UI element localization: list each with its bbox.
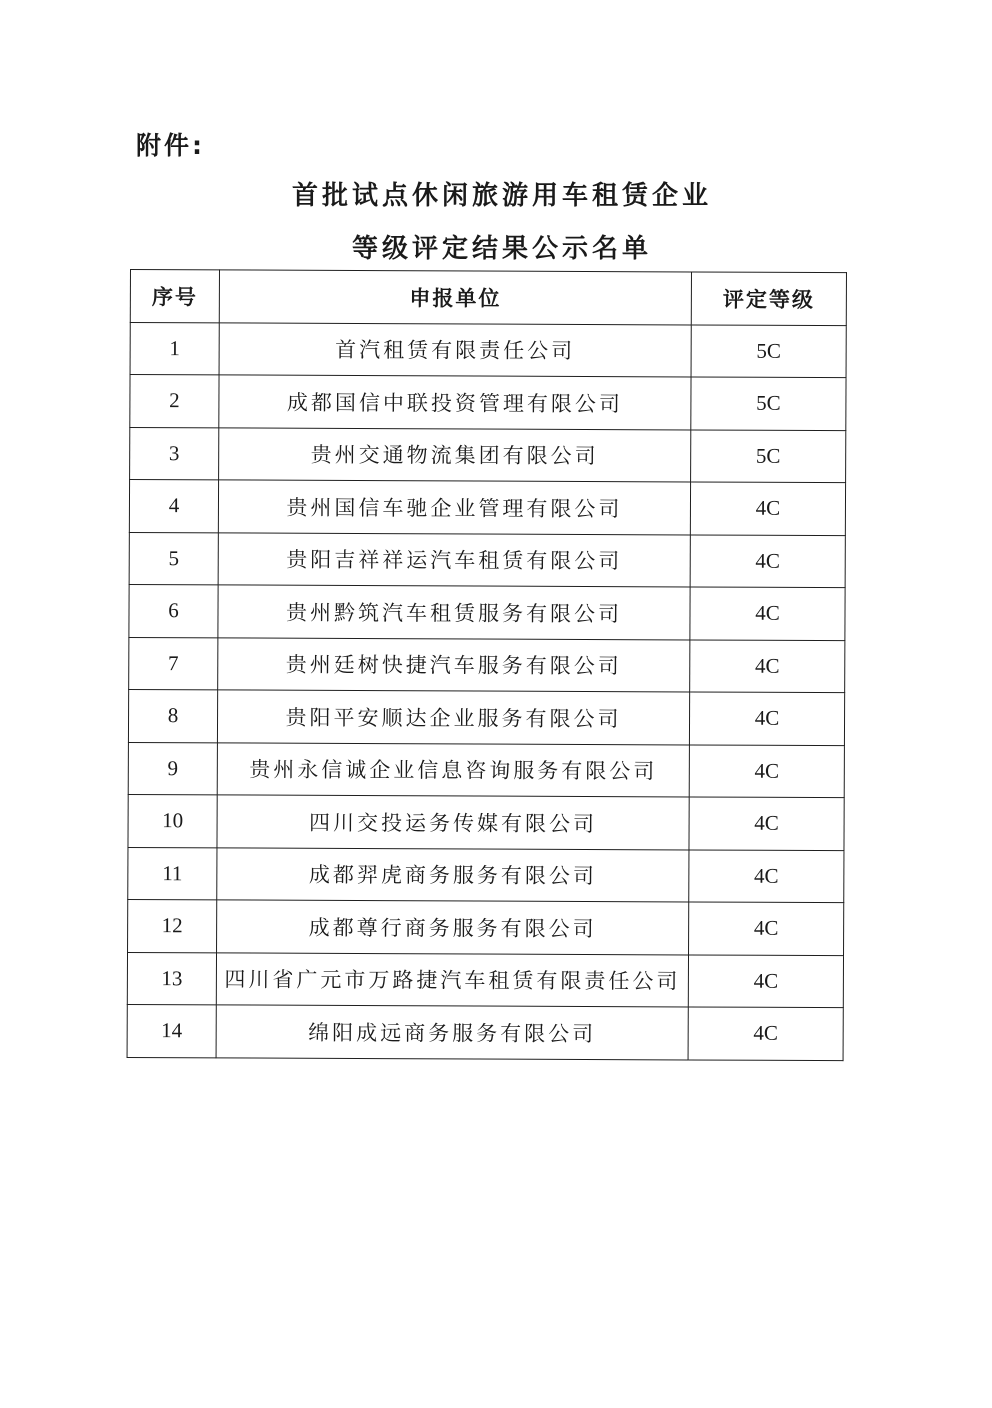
row-unit: 贵州黔筑汽车租赁服务有限公司 (218, 585, 690, 640)
row-seq: 10 (128, 794, 217, 847)
table-row (130, 427, 846, 483)
row-grade: 4C (689, 902, 844, 955)
row-seq: 4 (129, 480, 218, 533)
table-row (128, 742, 844, 798)
row-grade: 4C (690, 587, 845, 640)
row-grade: 4C (688, 954, 843, 1007)
row-unit: 贵州廷树快捷汽车服务有限公司 (218, 637, 690, 692)
row-unit: 四川交投运务传媒有限公司 (217, 795, 689, 850)
row-grade: 4C (689, 744, 844, 797)
row-seq: 3 (130, 427, 219, 480)
table-row (128, 899, 844, 955)
attachment-label: 附件: (136, 131, 205, 160)
header-unit: 申报单位 (219, 270, 691, 325)
row-unit: 成都国信中联投资管理有限公司 (219, 375, 691, 430)
table-row (128, 794, 844, 850)
row-unit: 首汽租赁有限责任公司 (219, 322, 691, 377)
row-seq: 12 (128, 899, 217, 952)
document-title-line-1: 首批试点休闲旅游用车租赁企业 (291, 181, 712, 211)
table-row (129, 584, 845, 640)
table-row (129, 532, 845, 588)
table-row (129, 480, 845, 536)
table-row (130, 375, 846, 431)
row-grade: 4C (689, 797, 844, 850)
row-grade: 4C (689, 849, 844, 902)
header-grade: 评定等级 (691, 272, 846, 325)
table-row (127, 952, 843, 1008)
row-unit: 贵州国信车驰企业管理有限公司 (218, 480, 690, 535)
table-row (127, 1004, 843, 1060)
row-seq: 9 (128, 742, 217, 795)
row-seq: 8 (128, 689, 217, 742)
row-unit: 贵州交通物流集团有限公司 (219, 427, 691, 482)
row-unit: 成都尊行商务服务有限公司 (217, 900, 689, 955)
row-grade: 5C (691, 324, 846, 377)
row-grade: 4C (690, 639, 845, 692)
row-seq: 11 (128, 847, 217, 900)
row-seq: 7 (129, 637, 218, 690)
document-title-line-2: 等级评定结果公示名单 (351, 234, 652, 264)
row-seq: 2 (130, 375, 219, 428)
row-seq: 1 (130, 322, 219, 375)
row-grade: 4C (690, 534, 845, 587)
row-unit: 成都羿虎商务服务有限公司 (217, 847, 689, 902)
row-unit: 贵阳吉祥祥运汽车租赁有限公司 (218, 532, 690, 587)
table-header-row (130, 270, 846, 326)
row-grade: 5C (691, 377, 846, 430)
header-seq: 序号 (130, 270, 219, 323)
row-unit: 四川省广元市万路捷汽车租赁有限责任公司 (216, 952, 688, 1007)
results-table (127, 269, 847, 1061)
row-unit: 绵阳成远商务服务有限公司 (216, 1005, 688, 1060)
table-row (129, 637, 845, 693)
row-unit: 贵阳平安顺达企业服务有限公司 (217, 690, 689, 745)
row-grade: 4C (689, 692, 844, 745)
row-seq: 6 (129, 584, 218, 637)
table-row (128, 847, 844, 903)
row-grade: 5C (691, 429, 846, 482)
row-seq: 5 (129, 532, 218, 585)
row-seq: 14 (127, 1004, 216, 1057)
row-unit: 贵州永信诚企业信息咨询服务有限公司 (217, 742, 689, 797)
table-row (128, 689, 844, 745)
row-grade: 4C (688, 1007, 843, 1060)
table-row (130, 322, 846, 378)
row-grade: 4C (690, 482, 845, 535)
row-seq: 13 (127, 952, 216, 1005)
